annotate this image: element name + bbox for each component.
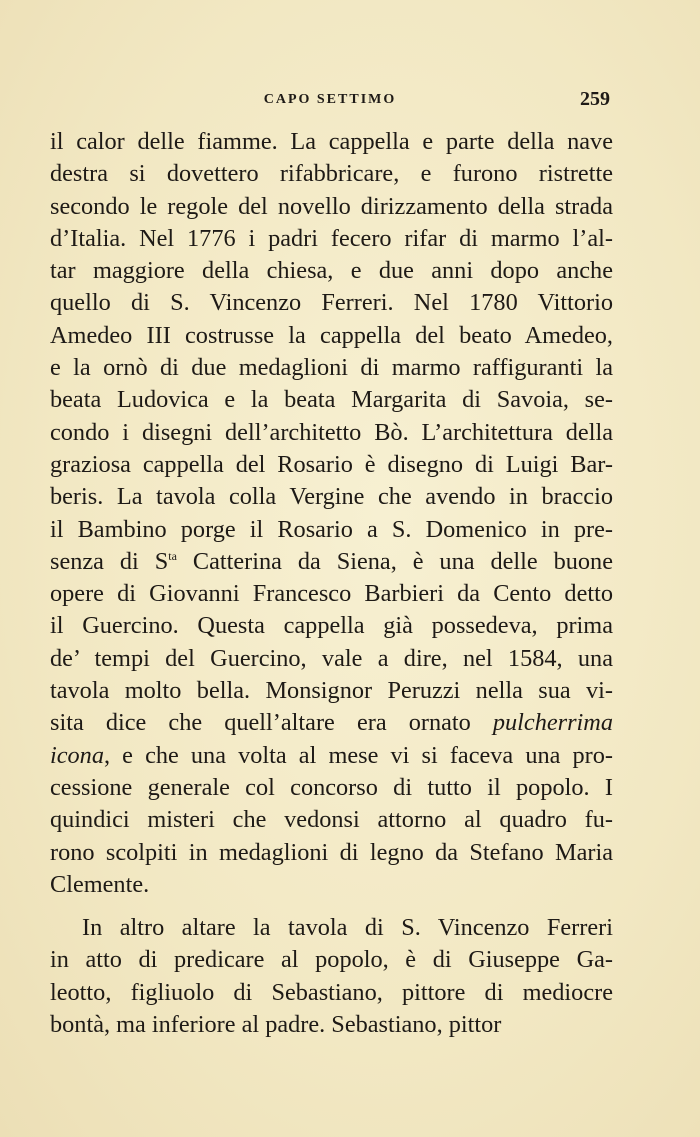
text-line: cessione generale col concorso di tutto il popolo. I (50, 773, 613, 801)
text-line: beris. La tavola colla Vergine che avendo in braccio (50, 483, 613, 511)
text-line: il calor delle fiamme. La cappella e parte della nave (50, 128, 613, 155)
text-line: secondo le regole del novello dirizzamento della strada (50, 192, 613, 220)
text-line: rono scolpiti in medaglioni di legno da Stefano Maria (50, 838, 613, 866)
superscript-abbrev: ta (168, 548, 177, 563)
line-text: , e che una volta al mese vi si faceva una pro- (103, 741, 613, 769)
text-line: d’Italia. Nel 1776 i padri fecero rifar di marmo l’al- (50, 224, 613, 252)
text-line: quindici misteri che vedonsi attorno al quadro fu- (50, 806, 613, 834)
line-text: sita dice che quell’altare era ornato (50, 709, 493, 737)
text-line: graziosa cappella del Rosario è disegno di Luigi Bar- (50, 450, 613, 478)
text-line (50, 546, 613, 578)
line-text: senza di S (50, 547, 169, 575)
text-line: de’ tempi del Guercino, vale a dire, nel 1584, una (50, 644, 613, 672)
text-line: Amedeo III costrusse la cappella del beato Amedeo, (50, 321, 613, 349)
text-line: il Guercino. Questa cappella già possedeva, prima (50, 612, 613, 640)
text-line: beata Ludovica e la beata Margarita di Savoia, se- (50, 386, 613, 414)
text-line: destra si dovettero rifabbricare, e furono ristrette (50, 160, 613, 188)
text-line: tar maggiore della chiesa, e due anni dopo anche (50, 257, 613, 285)
paragraph-1 (50, 126, 613, 901)
text-line: In altro altare la tavola di S. Vincenzo Ferreri (82, 914, 613, 942)
line-text: Catterina da Siena, è una delle buone (176, 547, 613, 575)
page-header (50, 88, 610, 118)
italic-phrase: icona (50, 741, 104, 769)
text-line (50, 740, 613, 772)
text-line: Clemente. (50, 870, 150, 898)
text-line (50, 707, 613, 739)
text-line: quello di S. Vincenzo Ferreri. Nel 1780 Vittorio (50, 289, 613, 317)
text-line: tavola molto bella. Monsignor Peruzzi nella sua vi- (50, 677, 613, 705)
body-text (50, 126, 613, 1041)
running-title: CAPO SETTIMO (263, 92, 397, 107)
text-line: bontà, ma inferiore al padre. Sebastiano, pittor (50, 1011, 502, 1039)
text-line: in atto di predicare al popolo, è di Giuseppe Ga- (50, 946, 613, 974)
text-line: opere di Giovanni Francesco Barbieri da Cento detto (50, 580, 613, 608)
page-number: 259 (580, 88, 610, 110)
text-line: e la ornò di due medaglioni di marmo raffiguranti la (50, 354, 613, 382)
text-line: condo i disegni dell’architetto Bò. L’architettura della (50, 418, 613, 446)
paragraph-2 (50, 912, 613, 1041)
italic-phrase: pulcherrima (492, 709, 613, 737)
text-line: il Bambino porge il Rosario a S. Domenico in pre- (50, 515, 613, 543)
text-line: leotto, figliuolo di Sebastiano, pittore di mediocre (50, 978, 613, 1006)
paragraph-gap (50, 901, 613, 912)
